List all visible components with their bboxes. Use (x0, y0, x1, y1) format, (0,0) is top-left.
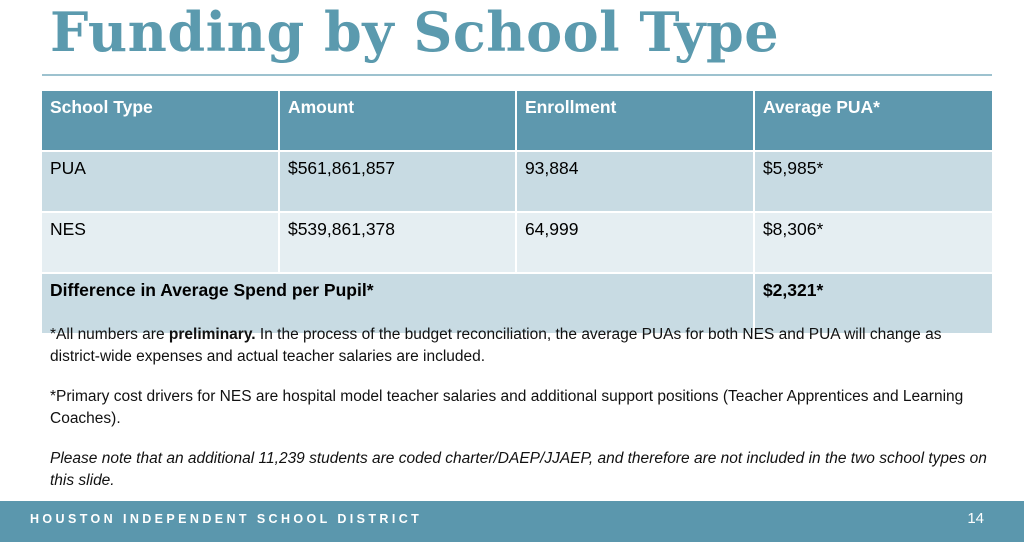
cell-school-type: PUA (42, 151, 279, 212)
note-excluded-students: Please note that an additional 11,239 students are coded charter/DAEP/JJAEP, and therefore are not included in the two school types on this slide. (50, 450, 987, 489)
note-preliminary (50, 324, 990, 368)
table-row (42, 151, 992, 212)
title-divider (42, 74, 992, 76)
note-preliminary-prefix: *All numbers are (50, 326, 169, 343)
table-header-row (42, 91, 992, 151)
page-number: 14 (967, 510, 984, 527)
slide-title: Funding by School Type (50, 0, 780, 64)
summary-value: $2,321* (754, 273, 992, 334)
footer-bar (0, 501, 1024, 542)
note-preliminary-rest: In the process of the budget reconciliation, the average PUAs for both NES and PUA will change as district-wide expenses and actual teacher salaries are included. (50, 326, 942, 365)
cell-average-pua: $5,985* (754, 151, 992, 212)
cell-amount: $539,861,378 (279, 212, 516, 273)
summary-label: Difference in Average Spend per Pupil* (42, 273, 754, 334)
header-enrollment: Enrollment (516, 91, 754, 151)
note-cost-drivers: *Primary cost drivers for NES are hospital model teacher salaries and additional support positions (Teacher Apprentices and Learning Coaches). (50, 388, 964, 427)
funding-table (42, 91, 992, 335)
cell-enrollment: 64,999 (516, 212, 754, 273)
footer-organization: HOUSTON INDEPENDENT SCHOOL DISTRICT (30, 512, 423, 526)
header-average-pua: Average PUA* (754, 91, 992, 151)
cell-school-type: NES (42, 212, 279, 273)
footnotes (50, 324, 990, 510)
cell-average-pua: $8,306* (754, 212, 992, 273)
cell-amount: $561,861,857 (279, 151, 516, 212)
cell-enrollment: 93,884 (516, 151, 754, 212)
header-amount: Amount (279, 91, 516, 151)
header-school-type: School Type (42, 91, 279, 151)
note-preliminary-bold: preliminary. (168, 326, 256, 343)
table-row (42, 212, 992, 273)
